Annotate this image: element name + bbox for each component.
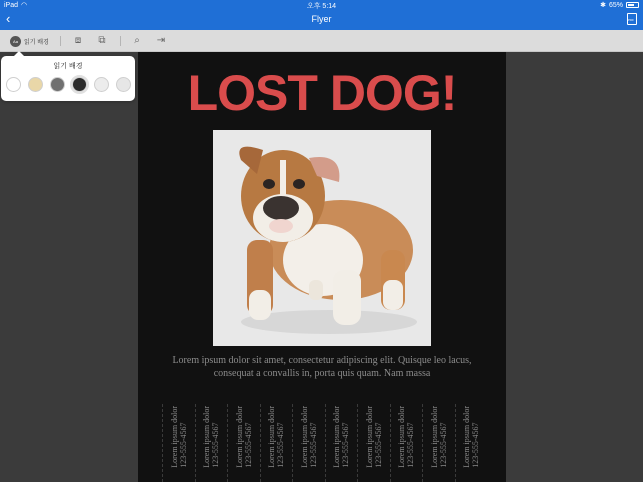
tab-phone: 123-555-4567 <box>341 422 351 468</box>
tear-off-tab <box>390 404 423 482</box>
status-right <box>600 1 639 9</box>
swatch-row <box>6 77 131 92</box>
read-background-button[interactable] <box>10 34 49 48</box>
tab-phone: 123-555-4567 <box>373 422 383 468</box>
flyer-headline: LOST DOG! <box>187 65 457 121</box>
tab-phone: 123-555-4567 <box>471 422 481 468</box>
tab-phone: 123-555-4567 <box>243 422 253 468</box>
aa-icon: Aa <box>10 36 21 47</box>
tab-phone: 123-555-4567 <box>211 422 221 468</box>
wifi-icon: ◠ <box>21 2 28 9</box>
bluetooth-icon: ✱ <box>600 2 606 9</box>
background-swatch[interactable] <box>50 77 65 92</box>
tab-name: Lorem ipsum dolor <box>332 406 342 468</box>
tear-off-tab <box>162 404 195 482</box>
read-background-label: 읽기 배경 <box>24 39 49 46</box>
background-swatch[interactable] <box>6 77 21 92</box>
tear-off-tab <box>260 404 293 482</box>
pdf-icon[interactable] <box>627 13 637 25</box>
tab-name: Lorem ipsum dolor <box>169 406 179 468</box>
tab-text <box>235 406 253 468</box>
tab-phone: 123-555-4567 <box>308 422 318 468</box>
tear-off-tab <box>422 404 455 482</box>
tab-text <box>202 406 220 468</box>
tab-text <box>332 406 350 468</box>
tab-name: Lorem ipsum dolor <box>299 406 309 468</box>
tab-text <box>267 406 285 468</box>
tear-off-tab <box>357 404 390 482</box>
nav-title: Flyer <box>311 14 332 24</box>
tab-phone: 123-555-4567 <box>406 422 416 468</box>
tab-text <box>397 406 415 468</box>
popover-title: 읽기 배경 <box>53 63 83 70</box>
background-swatch[interactable] <box>116 77 131 92</box>
document-page <box>138 52 506 482</box>
device-label: iPad <box>4 1 19 9</box>
tab-name: Lorem ipsum dolor <box>462 406 472 468</box>
tab-name: Lorem ipsum dolor <box>397 406 407 468</box>
tab-phone: 123-555-4567 <box>276 422 286 468</box>
toolbar-divider <box>60 36 61 46</box>
tear-off-tab <box>227 404 260 482</box>
tab-phone: 123-555-4567 <box>438 422 448 468</box>
tab-text <box>365 406 383 468</box>
tear-off-tabs <box>162 404 487 482</box>
toolbar-divider <box>120 36 121 46</box>
status-time: 오후 5:14 <box>306 3 337 10</box>
dog-photo <box>213 130 431 346</box>
tear-off-tab <box>292 404 325 482</box>
back-button[interactable]: ‹ <box>6 11 11 26</box>
fit-width-icon[interactable]: ⧉ <box>98 35 106 46</box>
tear-off-tab <box>325 404 358 482</box>
search-icon[interactable]: ⌕ <box>134 35 140 46</box>
go-to-page-icon[interactable]: ⇥ <box>156 35 166 46</box>
tab-name: Lorem ipsum dolor <box>202 406 212 468</box>
tab-name: Lorem ipsum dolor <box>429 406 439 468</box>
top-bar <box>0 0 643 30</box>
tab-text <box>430 406 448 468</box>
tab-text <box>300 406 318 468</box>
flyer-body-text: Lorem ipsum dolor sit amet, consectetur adipiscing elit. Quisque leo lacus, consequat a convallis in, porta quis quam. Nam massa <box>172 355 472 379</box>
background-swatch[interactable] <box>28 77 43 92</box>
tab-phone: 123-555-4567 <box>178 422 188 468</box>
read-background-popover <box>1 56 135 101</box>
tab-name: Lorem ipsum dolor <box>234 406 244 468</box>
tab-text <box>462 406 480 468</box>
toolbar <box>0 30 643 52</box>
background-swatch[interactable] <box>72 77 87 92</box>
background-swatch[interactable] <box>94 77 109 92</box>
fit-page-icon[interactable]: ⧈ <box>74 35 82 46</box>
tear-off-tab <box>455 404 488 482</box>
tab-name: Lorem ipsum dolor <box>267 406 277 468</box>
tab-text <box>170 406 188 468</box>
tab-name: Lorem ipsum dolor <box>364 406 374 468</box>
battery-icon <box>626 2 639 8</box>
battery-percent: 65% <box>608 1 623 9</box>
tear-off-tab <box>195 404 228 482</box>
